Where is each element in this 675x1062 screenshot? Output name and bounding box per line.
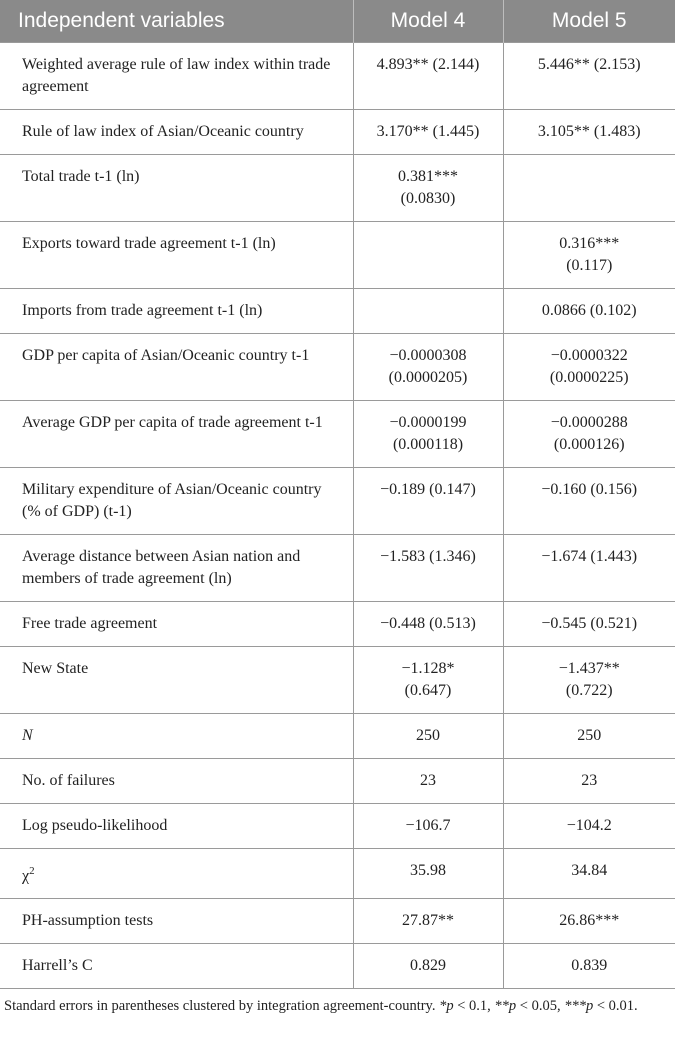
footnote-text: Standard errors in parentheses clustered by integration agreement-country. <box>4 998 436 1015</box>
row-label: Military expenditure of Asian/Oceanic country (% of GDP) (t-1) <box>0 468 353 535</box>
row-label: Harrell’s C <box>0 944 353 989</box>
header-model-4: Model 4 <box>353 0 503 43</box>
model-4-cell: −1.128* (0.647) <box>353 647 503 714</box>
model-4-cell: 27.87** <box>353 899 503 944</box>
row-label: Average distance between Asian nation and members of trade agreement (ln) <box>0 535 353 602</box>
model-5-cell: −1.674 (1.443) <box>503 535 675 602</box>
row-label: No. of failures <box>0 759 353 804</box>
model-5-cell: 5.446** (2.153) <box>503 43 675 110</box>
footnote-p3: ***p < 0.01. <box>564 998 638 1015</box>
model-5-cell <box>503 155 675 222</box>
model-5-cell: 23 <box>503 759 675 804</box>
table-row <box>0 535 675 602</box>
row-label: Weighted average rule of law index within trade agreement <box>0 43 353 110</box>
footnote-p2: **p < 0.05, <box>494 998 561 1015</box>
model-5-cell: −0.0000288 (0.000126) <box>503 401 675 468</box>
model-5-cell: 34.84 <box>503 849 675 899</box>
row-label: Total trade t-1 (ln) <box>0 155 353 222</box>
header-independent-variables: Independent variables <box>0 0 353 43</box>
model-4-cell: −0.448 (0.513) <box>353 602 503 647</box>
table-row <box>0 647 675 714</box>
table-row <box>0 849 675 899</box>
table-row <box>0 110 675 155</box>
model-4-cell <box>353 289 503 334</box>
table-row <box>0 804 675 849</box>
table-row <box>0 222 675 289</box>
table-row <box>0 289 675 334</box>
table-row <box>0 602 675 647</box>
model-4-cell: 0.829 <box>353 944 503 989</box>
model-5-cell: −0.0000322 (0.0000225) <box>503 334 675 401</box>
table-row <box>0 401 675 468</box>
footnote-p1: *p < 0.1, <box>439 998 491 1015</box>
row-label: Exports toward trade agreement t-1 (ln) <box>0 222 353 289</box>
header-model-5: Model 5 <box>503 0 675 43</box>
model-4-cell: 0.381*** (0.0830) <box>353 155 503 222</box>
table-row <box>0 334 675 401</box>
model-4-cell: −0.0000199 (0.000118) <box>353 401 503 468</box>
model-4-cell: 23 <box>353 759 503 804</box>
row-label: Imports from trade agreement t-1 (ln) <box>0 289 353 334</box>
model-4-cell: −0.0000308 (0.0000205) <box>353 334 503 401</box>
row-label: GDP per capita of Asian/Oceanic country t-1 <box>0 334 353 401</box>
model-4-cell: 35.98 <box>353 849 503 899</box>
model-4-cell: −0.189 (0.147) <box>353 468 503 535</box>
table-header-row <box>0 0 675 43</box>
table-body <box>0 43 675 989</box>
model-4-cell <box>353 222 503 289</box>
model-5-cell: 3.105** (1.483) <box>503 110 675 155</box>
table-footnote <box>0 989 675 1016</box>
model-5-cell: 0.839 <box>503 944 675 989</box>
model-4-cell: 250 <box>353 714 503 759</box>
table-row <box>0 899 675 944</box>
model-5-cell: 26.86*** <box>503 899 675 944</box>
model-5-cell: 0.316*** (0.117) <box>503 222 675 289</box>
model-4-cell: 4.893** (2.144) <box>353 43 503 110</box>
row-label: New State <box>0 647 353 714</box>
table-row <box>0 43 675 110</box>
row-label: Log pseudo-likelihood <box>0 804 353 849</box>
model-4-cell: −1.583 (1.346) <box>353 535 503 602</box>
model-5-cell: 250 <box>503 714 675 759</box>
row-label: N <box>0 714 353 759</box>
row-label: $\chi^2$ <box>0 849 353 899</box>
table-row <box>0 714 675 759</box>
model-5-cell: −104.2 <box>503 804 675 849</box>
table-row <box>0 155 675 222</box>
model-5-cell: −0.160 (0.156) <box>503 468 675 535</box>
table-row <box>0 468 675 535</box>
model-5-cell: 0.0866 (0.102) <box>503 289 675 334</box>
model-5-cell: −1.437** (0.722) <box>503 647 675 714</box>
row-label: PH-assumption tests <box>0 899 353 944</box>
row-label: Rule of law index of Asian/Oceanic country <box>0 110 353 155</box>
model-4-cell: 3.170** (1.445) <box>353 110 503 155</box>
model-4-cell: −106.7 <box>353 804 503 849</box>
table-row <box>0 944 675 989</box>
model-5-cell: −0.545 (0.521) <box>503 602 675 647</box>
table-row <box>0 759 675 804</box>
row-label: Free trade agreement <box>0 602 353 647</box>
row-label: Average GDP per capita of trade agreement t-1 <box>0 401 353 468</box>
